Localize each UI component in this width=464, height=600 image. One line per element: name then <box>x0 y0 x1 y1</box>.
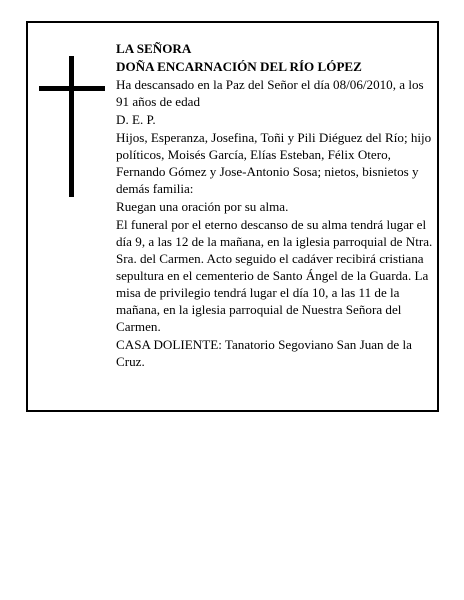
cross-vertical-bar <box>69 56 74 197</box>
notice-content <box>116 40 434 371</box>
cross-horizontal-bar <box>39 86 105 91</box>
prayer-request: Ruegan una oración por su alma. <box>116 199 289 214</box>
notice-title: LA SEÑORA <box>116 41 192 56</box>
rest-in-peace: D. E. P. <box>116 112 156 127</box>
mourning-house: CASA DOLIENTE: Tanatorio Segoviano San Juan de la Cruz. <box>116 337 412 369</box>
funeral-details: El funeral por el eterno descanso de su alma tendrá lugar el día 9, a las 12 de la mañana, en la iglesia parroquial de Ntra. Sra. del Carmen. Acto seguido el cadáver recibirá cristiana sepultura en el cementerio de Santo Ángel de la Guarda. La misa de privilegio tendrá lugar el día 10, a las 11 de la mañana, en la iglesia parroquial de Nuestra Señora del Carmen. <box>116 217 433 334</box>
death-announcement: Ha descansado en la Paz del Señor el día 08/06/2010, a los 91 años de edad <box>116 77 424 109</box>
family-list: Hijos, Esperanza, Josefina, Toñi y Pili Diéguez del Río; hijo políticos, Moisés García, Elías Esteban, Félix Otero, Fernando Gómez y Jose-Antonio Sosa; nietos, bisnietos y demás familia: <box>116 130 432 196</box>
obituary-notice <box>26 21 439 412</box>
deceased-name: DOÑA ENCARNACIÓN DEL RÍO LÓPEZ <box>116 59 362 74</box>
